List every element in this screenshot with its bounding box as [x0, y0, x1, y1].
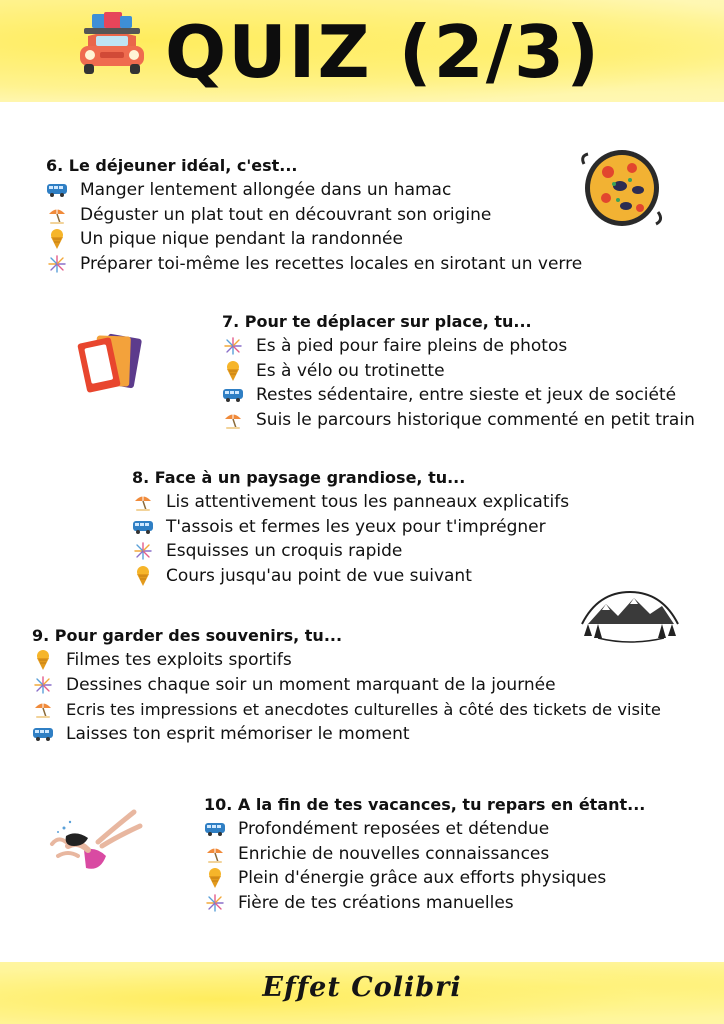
question-title: 9. Pour garder des souvenirs, tu... [32, 626, 343, 645]
question-title: 7. Pour te déplacer sur place, tu... [222, 312, 532, 331]
answer-option[interactable] [32, 722, 661, 747]
answer-text: Filmes tes exploits sportifs [66, 650, 292, 671]
question-title: 8. Face à un paysage grandiose, tu... [132, 468, 466, 487]
page-title: QUIZ (2/3) [165, 10, 602, 94]
answer-option[interactable] [32, 648, 661, 673]
answer-option[interactable] [32, 697, 661, 722]
answer-text: Laisses ton esprit mémoriser le moment [66, 723, 410, 744]
answer-option[interactable] [32, 673, 661, 698]
firework-icon [32, 674, 54, 696]
beach-umbrella-icon [32, 698, 54, 720]
cards-illustration [74, 330, 148, 394]
answer-text: Esquisses un croquis rapide [166, 541, 403, 562]
answer-option[interactable] [132, 539, 569, 564]
firework-icon [222, 335, 244, 357]
question-title: 6. Le déjeuner idéal, c'est... [46, 156, 298, 175]
ice-cream-icon [204, 867, 226, 889]
bus-icon [222, 384, 244, 406]
answer-option[interactable] [204, 891, 645, 916]
answer-text: T'assois et fermes les yeux pour t'imprégner [166, 516, 546, 537]
answer-option[interactable] [46, 227, 582, 252]
answer-text: Lis attentivement tous les panneaux explicatifs [166, 492, 570, 513]
answer-text: Cours jusqu'au point de vue suivant [166, 565, 472, 586]
answer-option[interactable] [132, 515, 569, 540]
bus-icon [132, 516, 154, 538]
answer-option[interactable] [222, 383, 695, 408]
beach-umbrella-icon [46, 204, 68, 226]
question-9 [32, 624, 661, 746]
diver-illustration [44, 806, 144, 884]
firework-icon [46, 253, 68, 275]
answer-text: Profondément reposées et détendue [238, 819, 550, 840]
answer-text: Ecris tes impressions et anecdotes culturelles à côté des tickets de visite [66, 699, 661, 719]
answer-option[interactable] [46, 178, 582, 203]
question-10 [204, 793, 645, 915]
answer-option[interactable] [204, 817, 645, 842]
answer-text: Enrichie de nouvelles connaissances [238, 843, 550, 864]
bus-icon [32, 723, 54, 745]
car-illustration [74, 8, 150, 84]
beach-umbrella-icon [222, 409, 244, 431]
question-6 [46, 154, 582, 276]
answer-option[interactable] [46, 203, 582, 228]
ice-cream-icon [32, 649, 54, 671]
answer-text: Es à vélo ou trotinette [256, 360, 445, 381]
answer-option[interactable] [132, 490, 569, 515]
answer-option[interactable] [204, 842, 645, 867]
ice-cream-icon [46, 228, 68, 250]
answer-text: Restes sédentaire, entre sieste et jeux de société [256, 385, 677, 406]
answer-text: Fière de tes créations manuelles [238, 892, 514, 913]
bus-icon [46, 179, 68, 201]
beach-umbrella-icon [132, 491, 154, 513]
question-7 [222, 310, 695, 432]
answer-text: Es à pied pour faire pleins de photos [256, 336, 568, 357]
answer-text: Plein d'énergie grâce aux efforts physiques [238, 868, 607, 889]
answer-option[interactable] [132, 564, 569, 589]
answer-text: Préparer toi-même les recettes locales en sirotant un verre [80, 253, 583, 274]
brand-logo-text: Effet Colibri [262, 972, 462, 1003]
answer-option[interactable] [222, 408, 695, 433]
bus-icon [204, 818, 226, 840]
ice-cream-icon [132, 565, 154, 587]
firework-icon [132, 540, 154, 562]
paella-illustration [578, 140, 664, 232]
beach-umbrella-icon [204, 843, 226, 865]
answer-text: Suis le parcours historique commenté en petit train [256, 409, 695, 430]
answer-option[interactable] [222, 359, 695, 384]
firework-icon [204, 892, 226, 914]
answer-text: Manger lentement allongée dans un hamac [80, 180, 452, 201]
answer-option[interactable] [222, 334, 695, 359]
answer-text: Déguster un plat tout en découvrant son origine [80, 204, 492, 225]
question-8 [132, 466, 569, 588]
answer-text: Dessines chaque soir un moment marquant de la journée [66, 674, 556, 695]
answer-text: Un pique nique pendant la randonnée [80, 229, 403, 250]
answer-option[interactable] [46, 252, 582, 277]
answer-option[interactable] [204, 866, 645, 891]
question-title: 10. A la fin de tes vacances, tu repars en étant... [204, 795, 646, 814]
ice-cream-icon [222, 360, 244, 382]
